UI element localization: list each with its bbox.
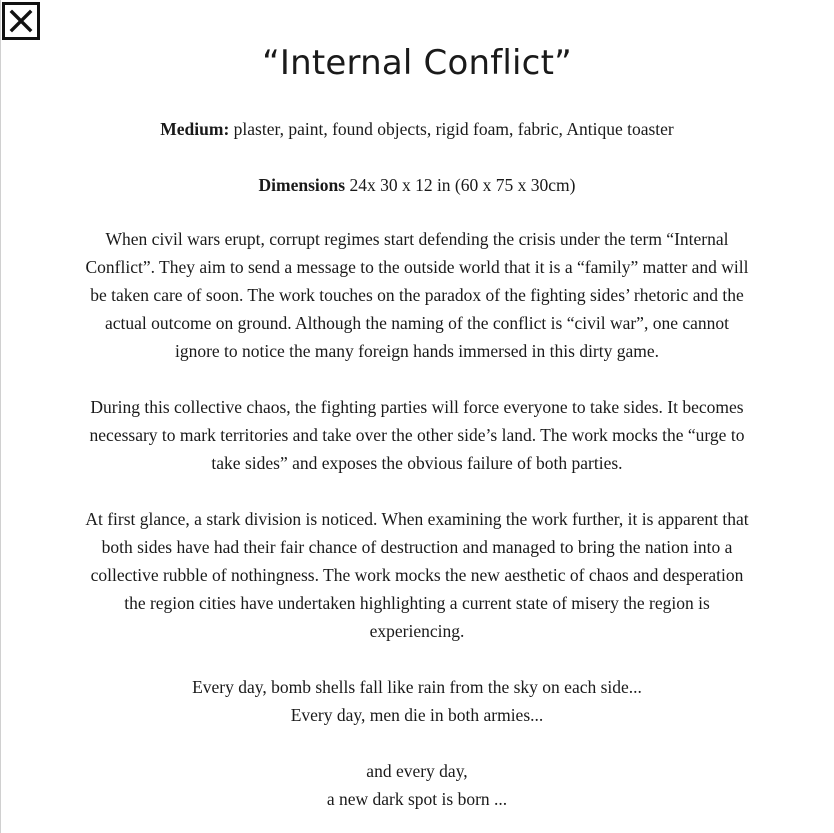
medium-info [20, 115, 814, 143]
text-line: Every day, bomb shells fall like rain from the sky on each side... [192, 677, 642, 697]
artwork-title: “Internal Conflict” [262, 43, 572, 83]
text-line: When civil wars erupt, corrupt regimes start defending the crisis under the term “Internal [105, 229, 729, 249]
text-line: take sides” and exposes the obvious failure of both parties. [211, 453, 623, 473]
close-button[interactable] [2, 2, 40, 40]
text-line: experiencing. [369, 621, 465, 641]
text-line: the region cities have undertaken highlighting a current state of misery the region is [124, 593, 710, 613]
text-line: Every day, men die in both armies... [290, 705, 544, 725]
paragraph-closing [20, 757, 814, 813]
close-icon [9, 9, 33, 33]
page-left-border [0, 0, 1, 833]
paragraph-stark-division [20, 505, 814, 645]
medium-value: plaster, paint, found objects, rigid foam, fabric, Antique toaster [229, 119, 674, 139]
paragraph-collective-chaos [20, 393, 814, 477]
text-line: At first glance, a stark division is noticed. When examining the work further, it is apparent that [85, 509, 749, 529]
text-line: Conflict”. They aim to send a message to the outside world that it is a “family” matter and will [85, 257, 749, 277]
dimensions-info [20, 171, 814, 199]
paragraph-every-day [20, 673, 814, 729]
text-line: ignore to notice the many foreign hands immersed in this dirty game. [174, 341, 660, 361]
dimensions-value: 24x 30 x 12 in (60 x 75 x 30cm) [345, 175, 576, 195]
text-line: and every day, [366, 761, 468, 781]
artwork-description [20, 36, 814, 813]
medium-label: Medium: [160, 119, 230, 139]
text-line: During this collective chaos, the fighting parties will force everyone to take sides. It becomes [90, 397, 744, 417]
text-line: be taken care of soon. The work touches on the paradox of the fighting sides’ rhetoric and the [90, 285, 744, 305]
text-line: necessary to mark territories and take over the other side’s land. The work mocks the “urge to [89, 425, 745, 445]
text-line: actual outcome on ground. Although the naming of the conflict is “civil war”, one cannot [105, 313, 729, 333]
text-line: a new dark spot is born ... [326, 789, 508, 809]
text-line: both sides have had their fair chance of destruction and managed to bring the nation into a [101, 537, 733, 557]
paragraph-internal-conflict-intro [20, 225, 814, 365]
dimensions-label: Dimensions [258, 175, 346, 195]
text-line: collective rubble of nothingness. The work mocks the new aesthetic of chaos and desperation [90, 565, 744, 585]
